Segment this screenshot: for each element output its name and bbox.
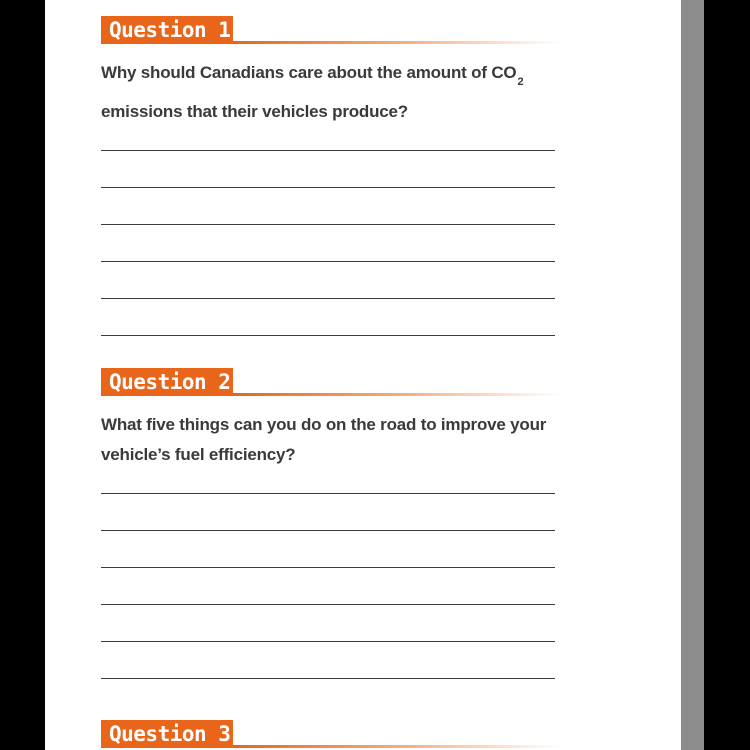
answer-line[interactable] — [101, 678, 555, 679]
question-3-badge: Question 3 — [101, 720, 233, 748]
answer-line[interactable] — [101, 604, 555, 605]
answer-line[interactable] — [101, 493, 555, 494]
question-1-block — [101, 16, 561, 372]
answer-line[interactable] — [101, 224, 555, 225]
question-1-subscript: 2 — [517, 76, 524, 88]
answer-line[interactable] — [101, 567, 555, 568]
answer-line[interactable] — [101, 530, 555, 531]
question-1-answer-lines — [101, 150, 561, 336]
question-2-badge: Question 2 — [101, 368, 233, 396]
question-3-header — [101, 720, 561, 748]
question-2-header — [101, 368, 561, 396]
answer-line[interactable] — [101, 150, 555, 151]
question-1-header — [101, 16, 561, 44]
question-2-block — [101, 368, 561, 715]
question-2-answer-lines — [101, 493, 561, 679]
worksheet-page — [45, 0, 681, 750]
question-1-text-part: Why should Canadians care about the amount of CO — [101, 63, 517, 82]
question-3-block — [101, 720, 561, 748]
question-2-text-part: What five things can you do on the road to improve your vehicle’s fuel efficiency? — [101, 415, 547, 464]
question-1-rule — [233, 41, 563, 44]
question-2-rule — [233, 393, 563, 396]
question-2-text — [101, 410, 561, 470]
question-1-text-tail: emissions that their vehicles produce? — [101, 102, 408, 121]
answer-line[interactable] — [101, 641, 555, 642]
answer-line[interactable] — [101, 298, 555, 299]
answer-line[interactable] — [101, 261, 555, 262]
question-3-rule — [233, 745, 563, 748]
answer-line[interactable] — [101, 335, 555, 336]
answer-line[interactable] — [101, 187, 555, 188]
scrollbar-track[interactable] — [681, 0, 704, 750]
question-1-text — [101, 58, 561, 127]
question-1-badge: Question 1 — [101, 16, 233, 44]
